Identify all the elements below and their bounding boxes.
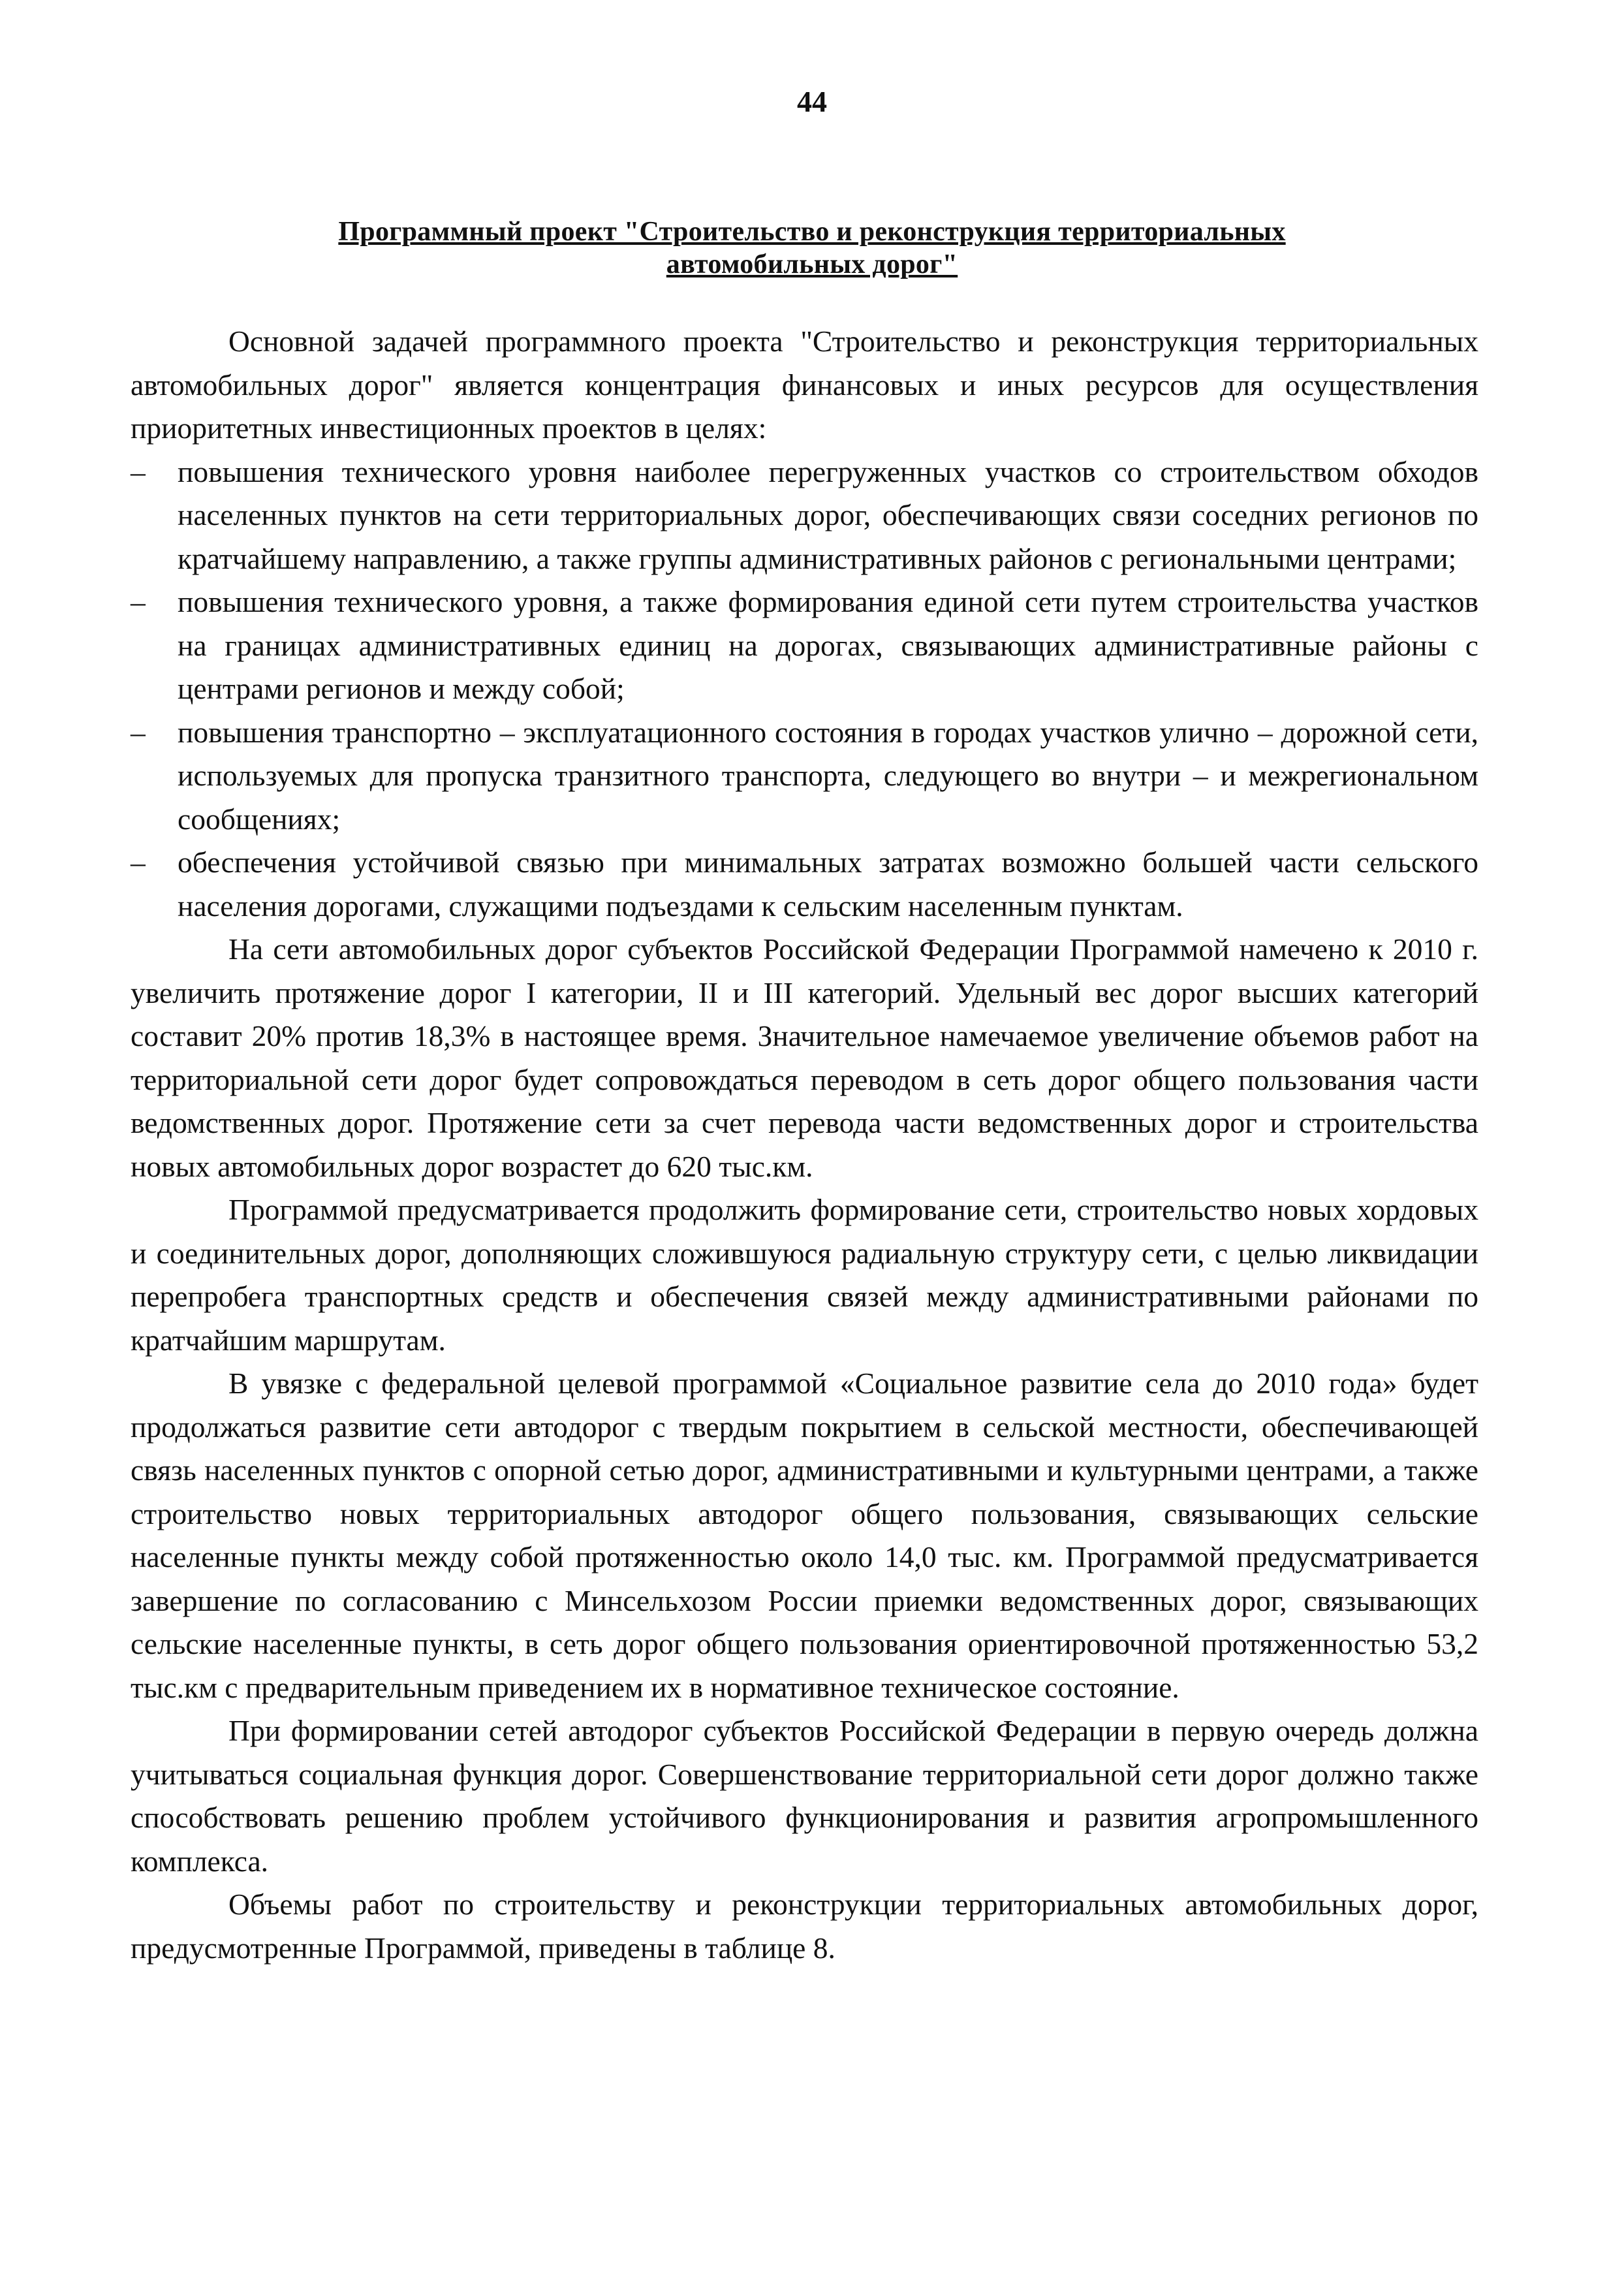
bullet-dash: – bbox=[131, 454, 146, 488]
goal-text: обеспечения устойчивой связью при минимальных затратах возможно большей части сельского населения дорогами, служащими подъездами к сельским населенным пунктам. bbox=[178, 846, 1478, 923]
paragraph-network-plan: На сети автомобильных дорог субъектов Российской Федерации Программой намечено к 2010 г. увеличить протяжение дорог I категории, II и III категорий. Удельный вес дорог высших категорий составит 20% против 18,3% в настоящее время. Значительное намечаемое увеличение объемов работ на территориальной сети дорог будет сопровождаться переводом в сеть дорог общего пользования части ведомственных дорог. Протяжение сети за счет перевода части ведомственных дорог и строительства новых автомобильных дорог возрастет до 620 тыс.км. bbox=[131, 932, 1478, 1183]
paragraph-rural-development: В увязке с федеральной целевой программой «Социальное развитие села до 2010 года» будет продолжаться развитие сети автодорог с твердым покрытием в сельской местности, обеспечивающей связь населенных пунктов с опорной сетью дорог, административными и культурными центрами, а также строительство новых территориальных автодорог общего пользования, связывающих сельские населенные пункты между собой протяженностью около 14,0 тыс. км. Программой предусматривается завершение по согласованию с Минсельхозом России приемки ведомственных дорог, связывающих сельские населенные пункты, в сеть дорог общего пользования ориентировочной протяженностью 53,2 тыс.км с предварительным приведением их в нормативное техническое состояние. bbox=[131, 1367, 1478, 1704]
bullet-dash: – bbox=[131, 846, 146, 879]
goal-item bbox=[131, 580, 1478, 711]
body-text bbox=[131, 320, 1478, 1970]
intro-paragraph: Основной задачей программного проекта "Строительство и реконструкция территориальных автомобильных дорог" является концентрация финансовых и иных ресурсов для осуществления приоритетных инвестиционных проектов в целях: bbox=[131, 324, 1478, 445]
goals-list bbox=[131, 451, 1478, 928]
page-number: 44 bbox=[797, 85, 827, 118]
paragraph-social-function: При формировании сетей автодорог субъектов Российской Федерации в первую очередь должна учитываться социальная функция дорог. Совершенствование территориальной сети дорог должно также способствовать решению проблем устойчивого функционирования и развития агропромышленного комплекса. bbox=[131, 1714, 1478, 1878]
goal-text: повышения технического уровня, а также формирования единой сети путем строительства участков на границах административных единиц на дорогах, связывающих административные районы с центрами регионов и между собой; bbox=[178, 585, 1478, 705]
section-title-line-2: автомобильных дорог" bbox=[666, 249, 958, 279]
section-title-line-1: Программный проект "Строительство и реконструкция территориальных bbox=[338, 217, 1286, 247]
paragraph-table-reference: Объемы работ по строительству и реконструкции территориальных автомобильных дорог, предусмотренные Программой, приведены в таблице 8. bbox=[131, 1888, 1478, 1965]
goal-item bbox=[131, 841, 1478, 928]
section-title bbox=[131, 215, 1493, 281]
goal-item bbox=[131, 711, 1478, 842]
bullet-dash: – bbox=[131, 585, 146, 618]
goal-text: повышения технического уровня наиболее перегруженных участков со строительством обходов населенных пунктов на сети территориальных дорог, обеспечивающих связи соседних регионов по кратчайшему направлению, а также группы административных районов с региональными центрами; bbox=[178, 454, 1478, 575]
paragraph-network-formation: Программой предусматривается продолжить формирование сети, строительство новых хордовых и соединительных дорог, дополняющих сложившуюся радиальную структуру сети, с целью ликвидации перепробега транспортных средств и обеспечения связей между административными районами по кратчайшим маршрутам. bbox=[131, 1193, 1478, 1357]
goal-text: повышения транспортно – эксплуатационного состояния в городах участков улично – дорожной сети, используемых для пропуска транзитного транспорта, следующего во внутри – и межрегиональном сообщениях; bbox=[178, 715, 1478, 836]
bullet-dash: – bbox=[131, 715, 146, 749]
goal-item bbox=[131, 451, 1478, 581]
